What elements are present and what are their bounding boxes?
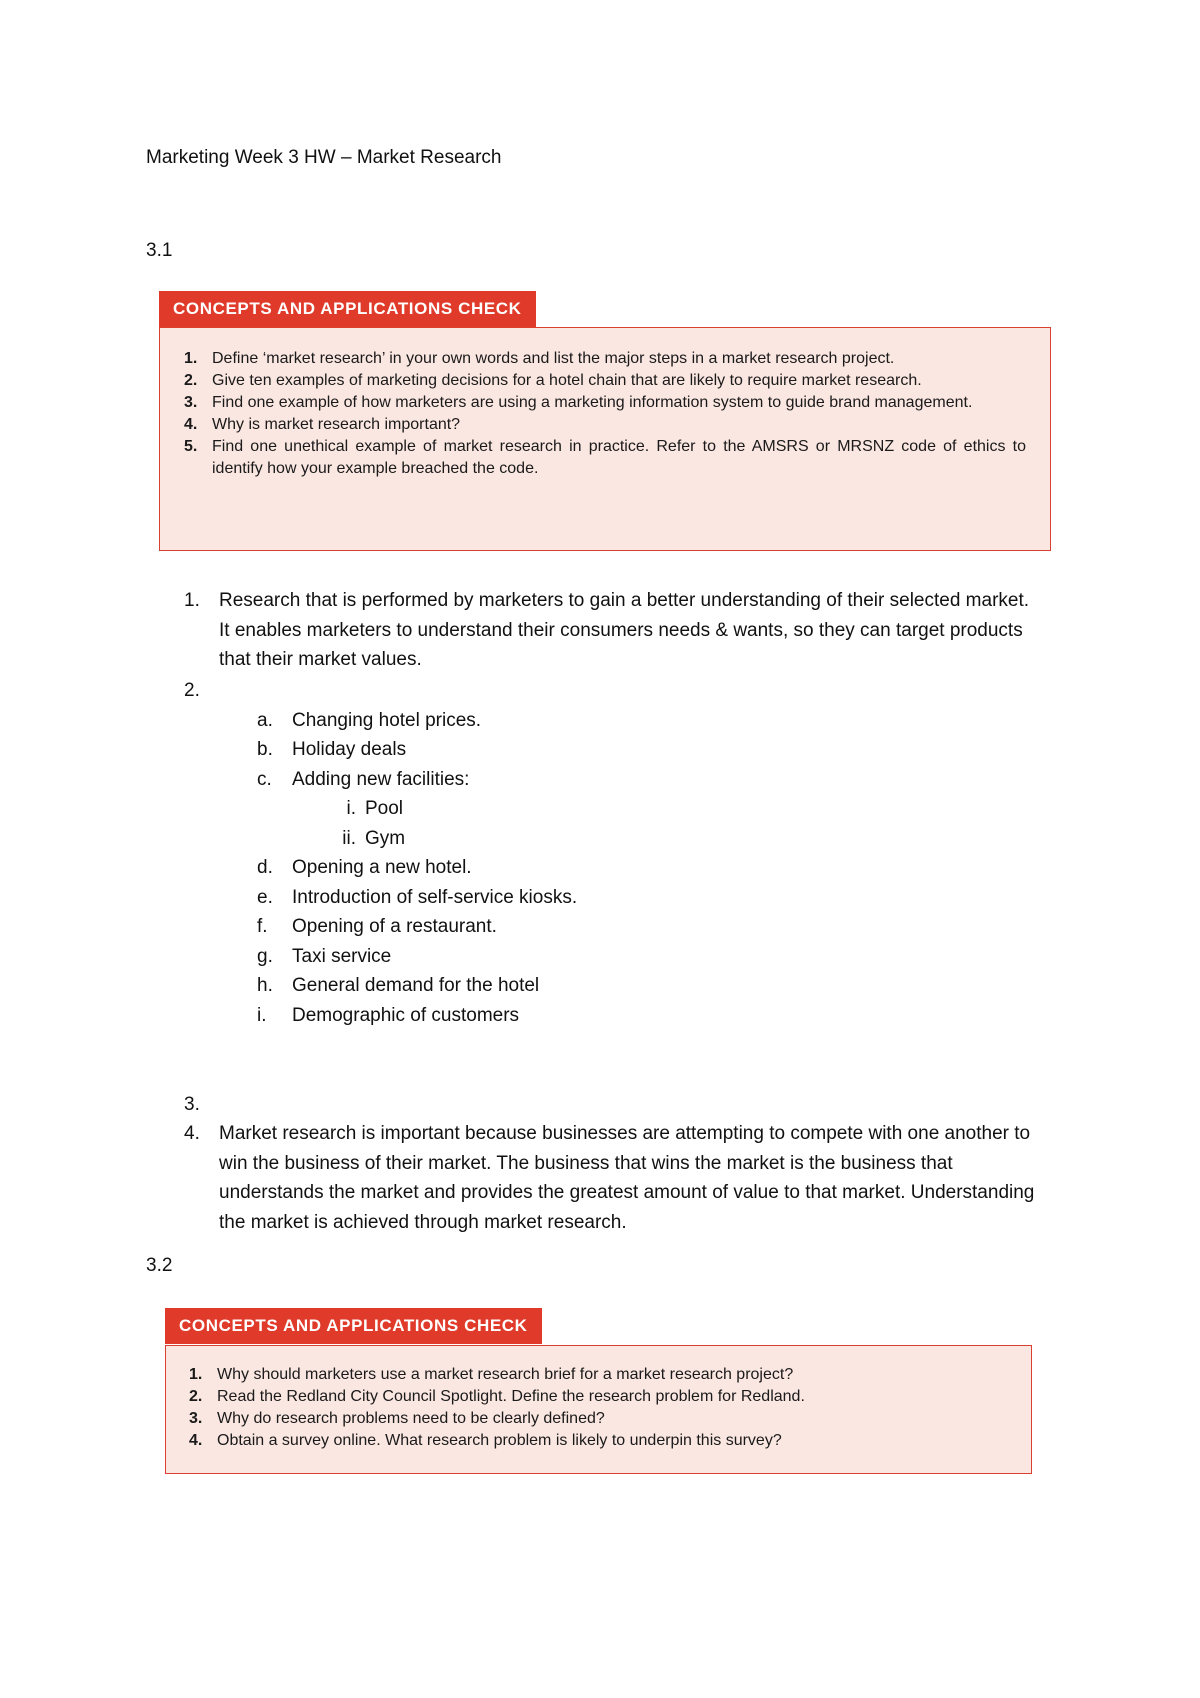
concepts-check-body: [165, 1345, 1032, 1474]
list-marker: f.: [257, 916, 268, 937]
list-item: General demand for the hotel: [292, 975, 540, 996]
list-marker: i.: [257, 1004, 267, 1026]
answer-3: [146, 1090, 1146, 1120]
question-number: 3.: [189, 1410, 203, 1427]
list-marker: g.: [257, 945, 273, 967]
answer-number: 3.: [184, 1094, 200, 1115]
question-item: [189, 1408, 1011, 1430]
concepts-check-header: CONCEPTS AND APPLICATIONS CHECK: [159, 291, 536, 327]
question-item: [189, 1386, 1011, 1408]
question-text: Read the Redland City Council Spotlight. Define the research problem for Redland.: [217, 1388, 805, 1405]
question-item: [189, 1364, 1011, 1386]
question-text: Why should marketers use a market research brief for a market research project?: [217, 1366, 794, 1383]
list-item: Introduction of self-service kiosks.: [292, 886, 578, 908]
question-item: [184, 414, 1026, 436]
list-item: Pool: [365, 798, 404, 819]
list-item: Changing hotel prices.: [292, 709, 482, 731]
answer-text: Research that is performed by marketers to gain a better understanding of their selected market. It enables marketers to understand their consumers needs & wants, so they can target products that their market values.: [219, 590, 1030, 670]
list-marker: c.: [257, 768, 272, 790]
concepts-check-body: [159, 327, 1051, 551]
list-item: Adding new facilities:: [292, 768, 470, 790]
question-item: [189, 1430, 1011, 1452]
question-item: [184, 436, 1026, 480]
answer-number: 1.: [184, 590, 200, 611]
list-marker: b.: [257, 739, 273, 760]
list-item: Holiday deals: [292, 739, 407, 760]
page-title: Marketing Week 3 HW – Market Research: [146, 147, 502, 168]
question-number: 1.: [184, 350, 198, 367]
answer-1: [146, 586, 1146, 681]
concepts-check-header: CONCEPTS AND APPLICATIONS CHECK: [165, 1308, 542, 1344]
list-item: Taxi service: [292, 945, 392, 967]
answer-number: 2.: [184, 680, 200, 701]
question-number: 5.: [184, 438, 198, 455]
question-item: [184, 370, 1026, 392]
question-text: Why do research problems need to be clearly defined?: [217, 1410, 605, 1427]
list-item: Opening a new hotel.: [292, 857, 472, 878]
list-item: Opening of a restaurant.: [292, 916, 497, 937]
list-item: Demographic of customers: [292, 1004, 520, 1026]
list-marker: e.: [257, 886, 273, 908]
question-list: [189, 1364, 1011, 1452]
answer-2: [146, 676, 1146, 1036]
question-text: Give ten examples of marketing decisions for a hotel chain that are likely to require market research.: [212, 372, 922, 389]
question-number: 4.: [184, 416, 198, 433]
question-number: 2.: [184, 372, 198, 389]
question-text: Why is market research important?: [212, 416, 461, 433]
question-item: [184, 392, 1026, 414]
answer-4: [146, 1119, 1146, 1244]
question-number: 4.: [189, 1432, 203, 1449]
question-text: Define ‘market research’ in your own words and list the major steps in a market research project.: [212, 350, 895, 367]
question-list: [184, 348, 1026, 480]
question-text: Obtain a survey online. What research problem is likely to underpin this survey?: [217, 1432, 782, 1449]
answer-number: 4.: [184, 1123, 200, 1144]
answer-text: Market research is important because businesses are attempting to compete with one another to win the business of their market. The business that wins the market is the business that understands the market and provides the greatest amount of value to that market. Understanding the market is achieved through market research.: [219, 1123, 1035, 1233]
list-marker: a.: [257, 709, 273, 731]
question-number: 1.: [189, 1366, 203, 1383]
list-marker: ii.: [342, 827, 356, 849]
question-number: 3.: [184, 394, 198, 411]
list-marker: d.: [257, 857, 273, 878]
concepts-check-box-1: [159, 291, 1051, 551]
question-item: [184, 348, 1026, 370]
section-label-3-2: 3.2: [146, 1255, 173, 1276]
list-marker: i.: [346, 798, 356, 819]
list-marker: h.: [257, 975, 273, 996]
list-item: Gym: [365, 827, 406, 849]
question-text: Find one example of how marketers are using a marketing information system to guide brand management.: [212, 394, 973, 411]
question-text: Find one unethical example of market research in practice. Refer to the AMSRS or MRSNZ code of ethics to identify how your example breached the code.: [212, 438, 1026, 477]
section-label-3-1: 3.1: [146, 240, 173, 261]
concepts-check-box-2: [165, 1308, 1032, 1474]
question-number: 2.: [189, 1388, 203, 1405]
